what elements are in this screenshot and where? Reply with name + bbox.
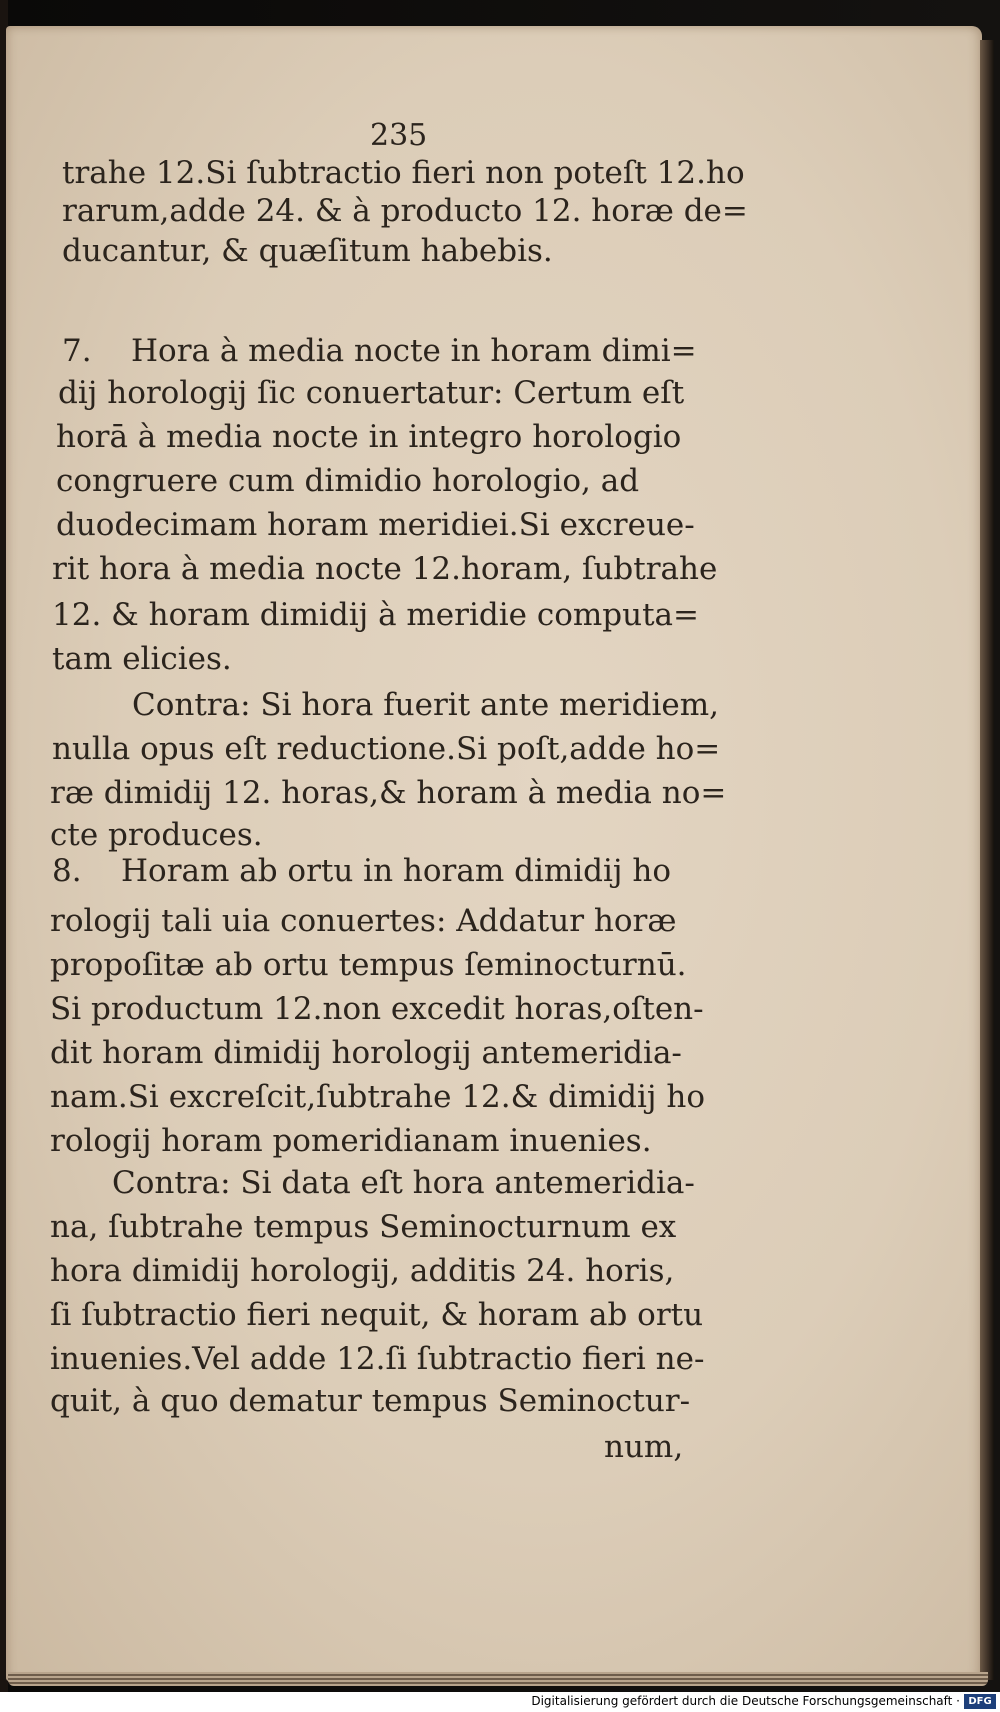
text-line: tam elicies.	[52, 641, 232, 677]
text-line: ſi ſubtractio fieri nequit, & horam ab ortu	[50, 1297, 704, 1333]
text-line: ræ dimidij 12. horas,& horam à media no=	[50, 775, 727, 811]
text-line: propoſitæ ab ortu tempus ſeminocturnū.	[50, 947, 687, 983]
text-line: Si productum 12.non excedit horas,oſten-	[50, 991, 704, 1027]
footer-credit: Digitalisierung gefördert durch die Deutsche Forschungsgemeinschaft ·	[531, 1694, 960, 1708]
text-line: ducantur, & quæſitum habebis.	[62, 233, 553, 269]
text-line: rit hora à media nocte 12.horam, ſubtrahe	[52, 551, 718, 587]
text-line: na, ſubtrahe tempus Seminocturnum ex	[50, 1209, 677, 1245]
text-line: duodecimam horam meridiei.Si excreue-	[56, 507, 695, 543]
text-line: dij horologij ſic conuertatur: Certum eſt	[58, 375, 685, 411]
text-line: 12. & horam dimidij à meridie computa=	[52, 597, 699, 633]
dfg-logo-icon: DFG	[964, 1694, 996, 1709]
text-line: 8. Horam ab ortu in horam dimidij ho	[52, 853, 672, 889]
text-line: nulla opus eſt reductione.Si poſt,adde ho=	[52, 731, 721, 767]
text-line: 7. Hora à media nocte in horam dimi=	[62, 333, 697, 369]
text-line: Contra: Si data eſt hora antemeridia-	[112, 1165, 695, 1201]
text-line: rologij tali uia conuertes: Addatur horæ	[50, 903, 677, 939]
text-line: congruere cum dimidio horologio, ad	[56, 463, 640, 499]
text-line: horā à media nocte in integro horologio	[56, 419, 682, 455]
page-bottom-edges	[8, 1672, 988, 1686]
text-line: rarum,adde 24. & à producto 12. horæ de=	[62, 193, 748, 229]
page-number: 235	[370, 118, 428, 153]
text-line: quit, à quo dematur tempus Seminoctur-	[50, 1383, 691, 1419]
catchword: num,	[604, 1429, 684, 1465]
page-fore-edge	[980, 40, 994, 1680]
text-line: cte produces.	[50, 817, 263, 853]
text-line: rologij horam pomeridianam inuenies.	[50, 1123, 652, 1159]
text-line: Contra: Si hora fuerit ante meridiem,	[132, 687, 719, 723]
text-line: hora dimidij horologij, additis 24. horis,	[50, 1253, 675, 1289]
text-line: dit horam dimidij horologij antemeridia-	[50, 1035, 682, 1071]
text-line: inuenies.Vel adde 12.ſi ſubtractio fieri ne-	[50, 1341, 705, 1377]
text-line: trahe 12.Si ſubtractio fieri non poteſt 12.ho	[62, 155, 745, 191]
text-line: nam.Si excreſcit,ſubtrahe 12.& dimidij ho	[50, 1079, 705, 1115]
